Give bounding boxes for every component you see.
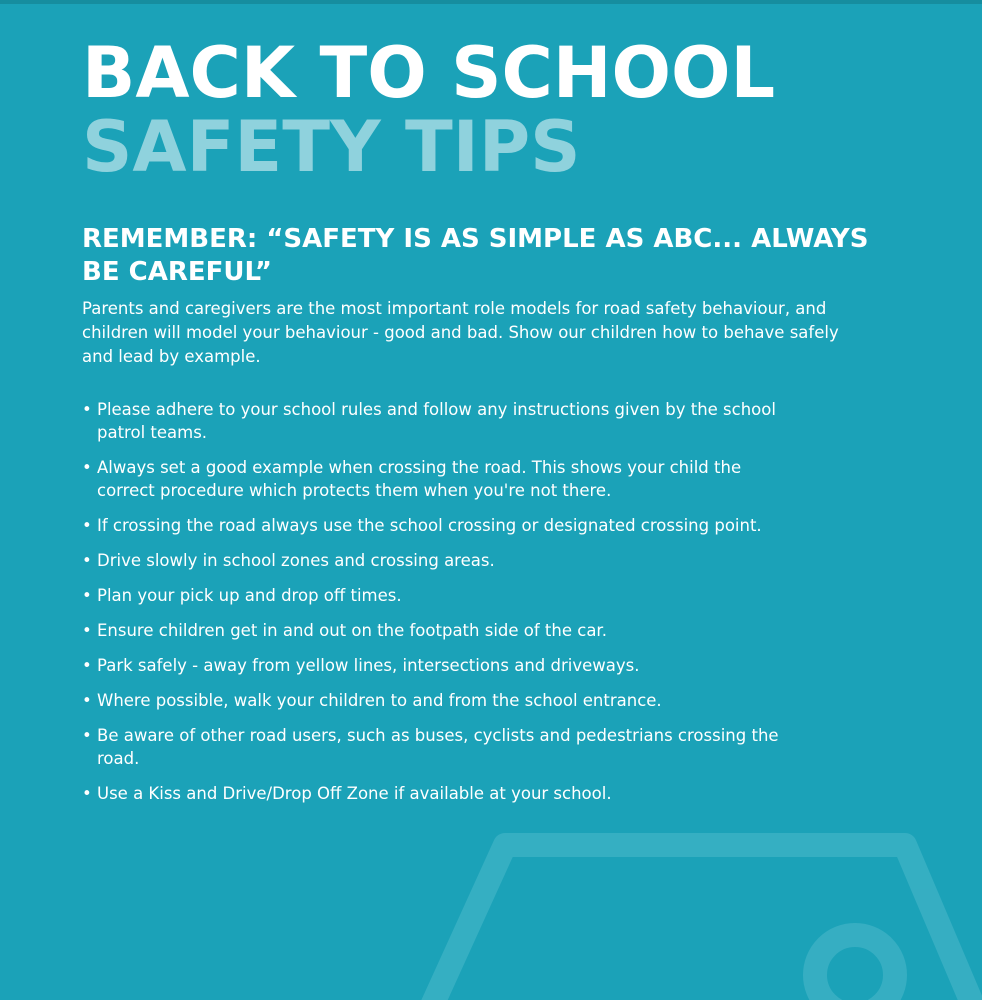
bullet-icon: • (82, 516, 92, 535)
tip-text: Please adhere to your school rules and follow any instructions given by the school patrol teams. (97, 400, 776, 442)
list-item (82, 619, 782, 642)
bullet-icon: • (82, 551, 92, 570)
list-item (82, 584, 782, 607)
tip-text: Park safely - away from yellow lines, intersections and driveways. (97, 656, 640, 675)
bullet-icon: • (82, 726, 92, 745)
tip-text: Use a Kiss and Drive/Drop Off Zone if available at your school. (97, 784, 612, 803)
bullet-icon: • (82, 458, 92, 477)
bullet-icon: • (82, 586, 92, 605)
list-item (82, 724, 782, 770)
bullet-icon: • (82, 400, 92, 419)
tip-text: Ensure children get in and out on the footpath side of the car. (97, 621, 607, 640)
intro-paragraph: Parents and caregivers are the most important role models for road safety behaviour, and children will model your behaviour - good and bad. Show our children how to behave safely and lead by example. (82, 299, 839, 366)
tip-text: Where possible, walk your children to and from the school entrance. (97, 691, 662, 710)
remember-heading: REMEMBER: “SAFETY IS AS SIMPLE AS ABC... ALWAYS BE CAREFUL” (82, 224, 869, 287)
page-title-primary: BACK TO SCHOOL (82, 32, 776, 114)
flyer-content (82, 32, 882, 817)
list-item (82, 456, 782, 502)
list-item (82, 549, 782, 572)
safety-tips-list (82, 398, 782, 805)
bullet-icon: • (82, 656, 92, 675)
page-title-secondary: SAFETY TIPS (82, 106, 581, 188)
list-item (82, 514, 782, 537)
list-item (82, 398, 782, 444)
tip-text: Be aware of other road users, such as buses, cyclists and pedestrians crossing the road. (97, 726, 779, 768)
top-edge-band (0, 0, 982, 4)
tip-text: Always set a good example when crossing the road. This shows your child the correct procedure which protects them when you're not there. (97, 458, 742, 500)
tip-text: Plan your pick up and drop off times. (97, 586, 402, 605)
list-item (82, 689, 782, 712)
bullet-icon: • (82, 621, 92, 640)
bullet-icon: • (82, 784, 92, 803)
tip-text: Drive slowly in school zones and crossing areas. (97, 551, 495, 570)
tip-text: If crossing the road always use the school crossing or designated crossing point. (97, 516, 762, 535)
list-item (82, 782, 782, 805)
list-item (82, 654, 782, 677)
bullet-icon: • (82, 691, 92, 710)
